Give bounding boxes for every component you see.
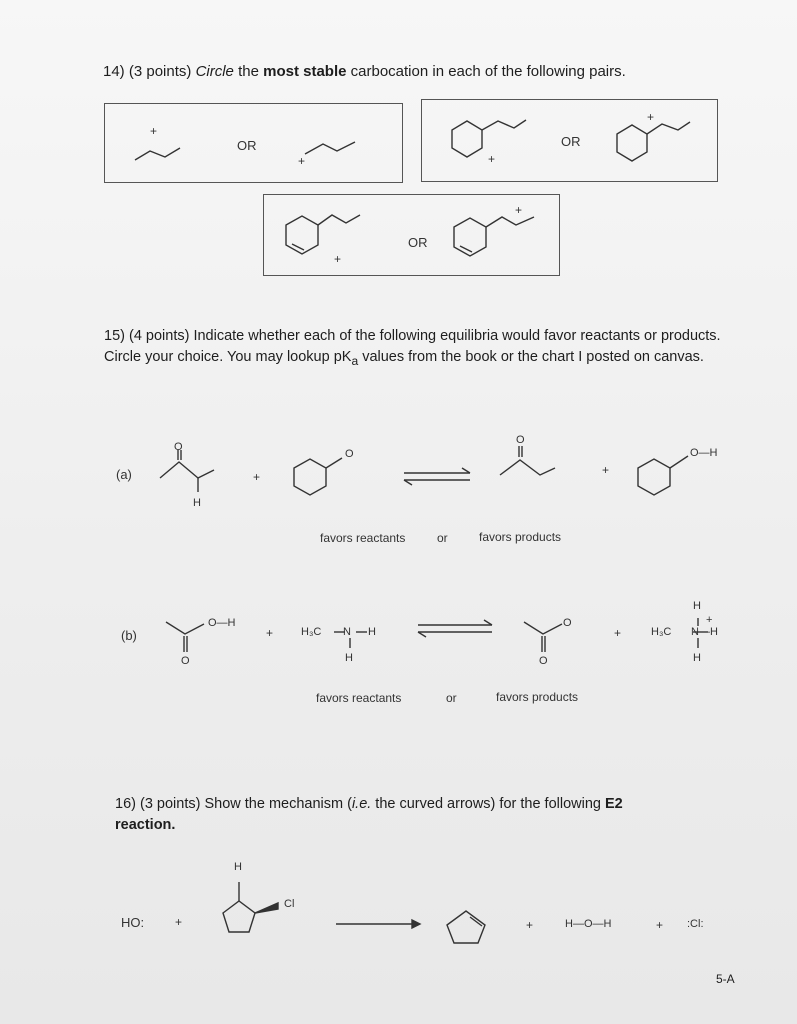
q16-hydroxide: HO: (121, 915, 145, 930)
q14-number: 14) (103, 63, 125, 80)
pair2-left-charge: + (488, 152, 496, 166)
q16-instructions (115, 794, 715, 836)
q14-pair3-box[interactable] (263, 194, 560, 276)
q16-plus-1: + (175, 915, 183, 929)
q15a-product-base (500, 460, 555, 475)
pair1-left-chain (135, 148, 180, 160)
q15a-plus-2: + (602, 463, 610, 477)
pair1-left-charge: + (150, 124, 158, 138)
pair2-or-label: OR (561, 134, 581, 149)
q16-structures (0, 860, 797, 960)
q15b-acid-carbonyl-o: O (181, 655, 190, 667)
q16-mid: the curved arrows) for the following (371, 796, 605, 812)
q15a-favors-reactants[interactable]: favors reactants (320, 531, 406, 545)
q15a-phenol-oh: O—H (690, 447, 718, 459)
pair3-right-charge: + (515, 203, 523, 217)
pair2-left-ring (452, 121, 482, 157)
q16-reactant-ring (223, 901, 255, 932)
q16-chloride: :Cl: (687, 918, 704, 930)
q15b-structures (0, 600, 797, 680)
q15b-ammonium-h-bottom: H (693, 652, 701, 664)
q14-pair2-box[interactable] (421, 99, 718, 182)
q15a-or: or (437, 531, 448, 545)
q16-plus-2: + (526, 918, 534, 932)
q15-pka-sub: a (351, 353, 359, 368)
q15-instructions (104, 326, 734, 372)
q16-ie: i.e. (351, 796, 372, 812)
q15b-acid-oh: O—H (208, 617, 236, 629)
q14-mid-text: the (238, 63, 259, 80)
q15-text: 15) (4 points) Indicate whether each of the following equilibria would favor reactants or products. Circle your choice. You may lookup pK (104, 328, 721, 365)
q16-cl-atom: Cl (284, 898, 295, 910)
q15a-phenol-ring (638, 459, 670, 495)
q15b-ammonium-h-top: H (693, 600, 701, 612)
q15b-ammonium-charge: + (706, 614, 713, 626)
q15a-structures (0, 430, 797, 510)
q16-e2: E2 (605, 796, 623, 812)
q15b-acetate-oxygen: O (563, 617, 572, 629)
q14-pair1-box[interactable] (104, 103, 403, 183)
q15-part-b-label: (b) (121, 628, 137, 643)
q14-circle-word: Circle (195, 63, 234, 80)
q16-plus-3: + (656, 918, 664, 932)
q15a-ketone-oxygen: O (174, 441, 183, 453)
q15a-alpha-hydrogen: H (193, 497, 201, 509)
pair2-right-charge: + (647, 110, 655, 124)
pair2-right-ring (617, 125, 647, 161)
q15b-amine-h: H (368, 626, 376, 638)
q15b-amine-h2: H (345, 652, 353, 664)
pair1-or-label: OR (237, 138, 257, 153)
q14-bold-text: most stable (263, 63, 347, 80)
q15b-favors-reactants[interactable]: favors reactants (316, 691, 402, 705)
pair3-right-chain (486, 217, 534, 227)
pair2-left-chain (482, 120, 526, 130)
q14-title (103, 63, 626, 80)
q16-product-ring (447, 911, 485, 943)
page-number: 5-A (716, 972, 735, 986)
q15a-plus-1: + (253, 470, 261, 484)
q15b-acetate-skeleton (524, 622, 562, 634)
q15b-or: or (446, 691, 457, 705)
q16-prefix: 16) (3 points) Show the mechanism ( (115, 796, 352, 812)
q16-reaction-word: reaction. (115, 817, 176, 833)
q16-h-atom: H (234, 861, 242, 873)
q15a-product-oxygen: O (516, 434, 525, 446)
q15a-favors-products[interactable]: favors products (479, 530, 562, 544)
q14-end-text: carbocation in each of the following pairs. (350, 63, 626, 80)
q15a-phenoxide-ring (294, 459, 326, 495)
q16-water: H—O—H (565, 918, 612, 930)
pair1-right-chain (305, 142, 355, 154)
pair1-right-charge: + (298, 154, 306, 168)
q15b-ammonium-methyl: H₃C (651, 626, 672, 638)
q15b-amine-nitrogen: N (343, 626, 351, 638)
q15-part-a-label: (a) (116, 467, 132, 482)
q15b-favors-products[interactable]: favors products (496, 690, 579, 704)
q15b-plus-1: + (266, 626, 274, 640)
q15-text2: values from the book or the chart I posted on canvas. (358, 349, 704, 365)
q15b-acid-skeleton (166, 622, 204, 634)
q15b-ammonium-nh: N—H (691, 626, 718, 638)
pair3-or-label: OR (408, 235, 428, 250)
q15b-amine-methyl: H₃C (301, 626, 322, 638)
pair3-left-charge: + (334, 252, 342, 266)
q15a-phenoxide-oxygen: O (345, 448, 354, 460)
q15b-plus-2: + (614, 626, 622, 640)
q14-points: (3 points) (128, 63, 192, 80)
q15b-acetate-carbonyl-o: O (539, 655, 548, 667)
q15a-reactant-acid (160, 462, 198, 478)
pair3-left-chain (318, 215, 360, 225)
